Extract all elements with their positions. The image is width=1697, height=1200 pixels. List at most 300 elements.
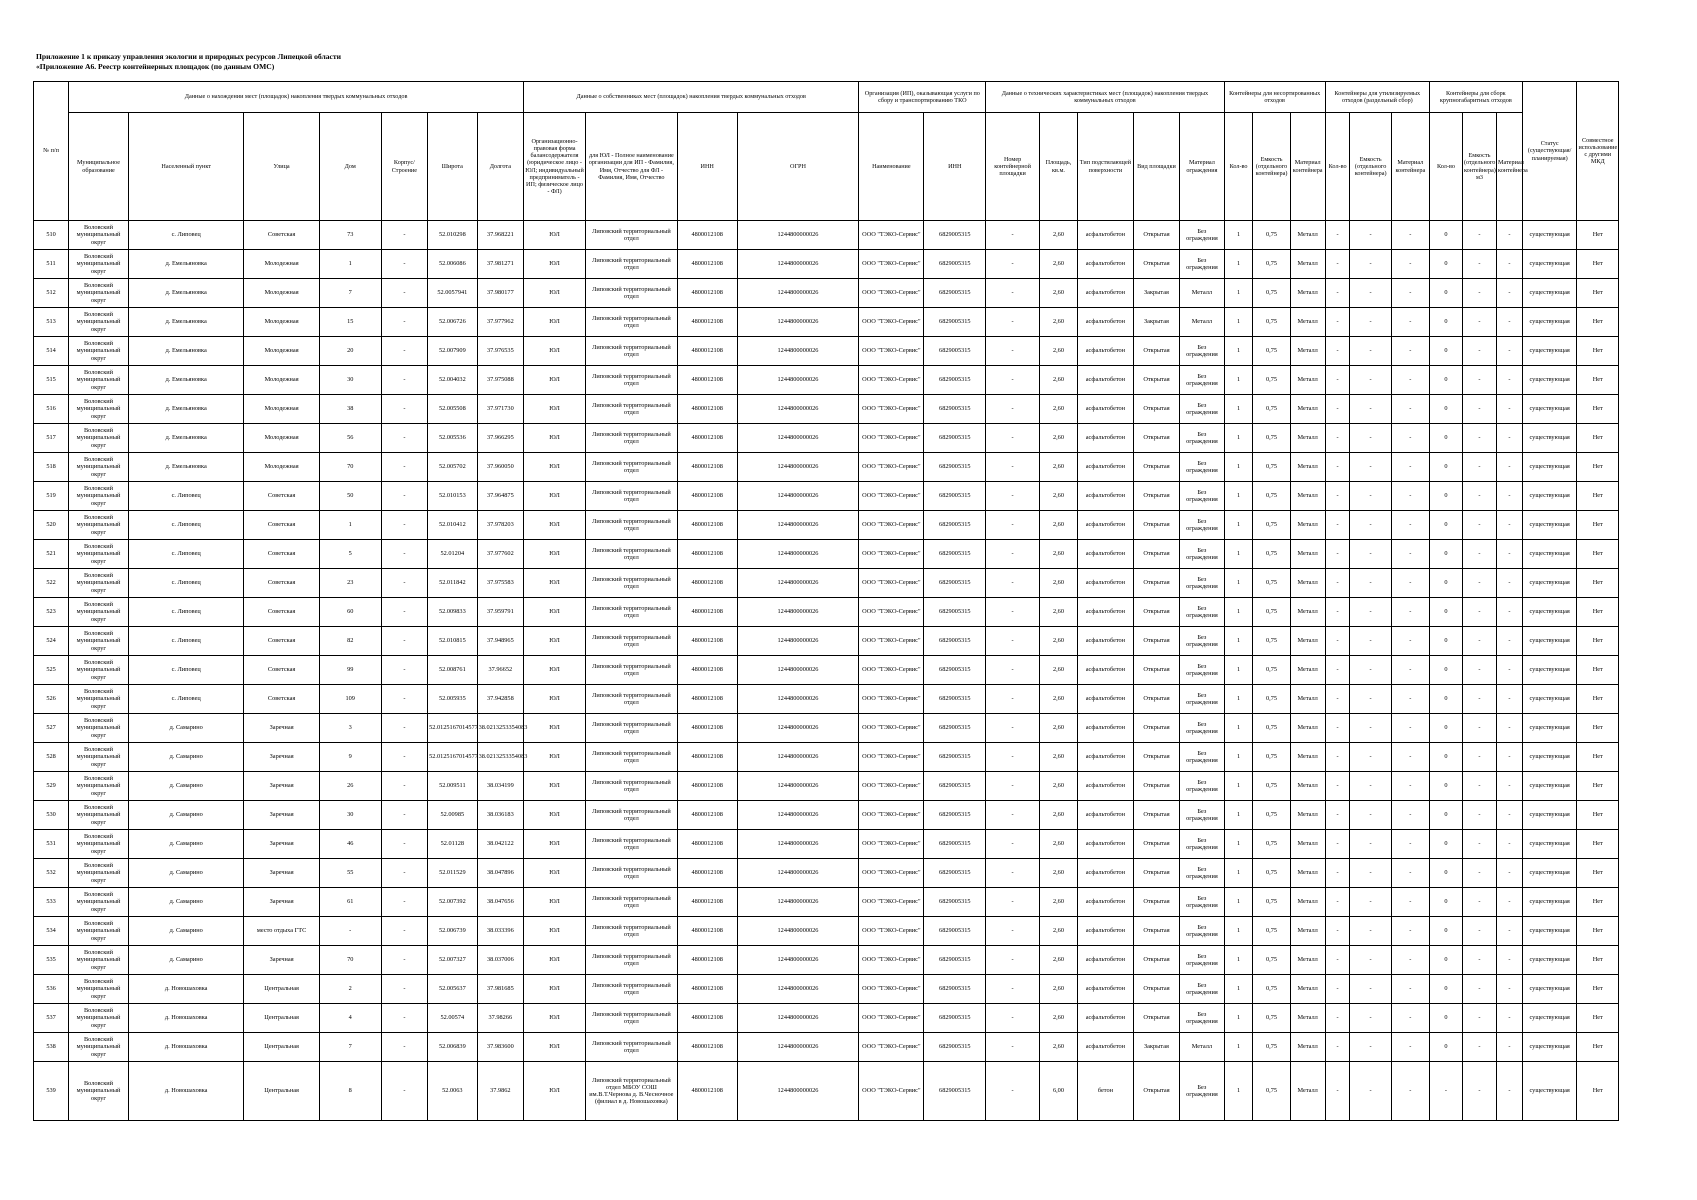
cell-street: Советская [244,598,319,627]
cell-area: 2,60 [1039,714,1077,743]
cell-separate-capacity: - [1350,917,1391,946]
table-row [34,743,1619,772]
cell-number: 526 [34,685,69,714]
table-row [34,453,1619,482]
cell-longitude: 37.975583 [477,569,523,598]
cell-shared: Нет [1577,772,1619,801]
cell-longitude: 37.981271 [477,250,523,279]
cell-unsorted-capacity: 0,75 [1253,482,1290,511]
cell-shared: Нет [1577,366,1619,395]
cell-number: 523 [34,598,69,627]
cell-street: Советская [244,627,319,656]
table-row [34,366,1619,395]
cell-unsorted-qty: 1 [1224,308,1253,337]
cell-site-type: Открытая [1133,511,1179,540]
cell-settlement: д. Самарино [128,946,244,975]
table-row [34,975,1619,1004]
col-header-longitude: Долгота [477,113,523,221]
cell-surface: асфальтобетон [1078,656,1134,685]
cell-building: - [381,1062,427,1121]
cell-settlement: д. Самарино [128,772,244,801]
cell-unsorted-capacity: 0,75 [1253,424,1290,453]
cell-building: - [381,424,427,453]
cell-separate-capacity: - [1350,569,1391,598]
cell-surface: асфальтобетон [1078,917,1134,946]
cell-site-type: Открытая [1133,888,1179,917]
cell-longitude: 37.971730 [477,395,523,424]
cell-site-type: Закрытая [1133,308,1179,337]
cell-area: 2,60 [1039,453,1077,482]
cell-bulky-capacity: - [1462,859,1496,888]
cell-owner-inn: 4800012108 [677,685,737,714]
cell-municipality: Воловский муниципальный округ [69,453,129,482]
cell-legal-form: ЮЛ [524,598,586,627]
cell-separate-capacity: - [1350,888,1391,917]
cell-separate-material: - [1391,511,1429,540]
cell-owner-ogrn: 1244800000026 [737,453,859,482]
cell-bulky-material: - [1497,1033,1523,1062]
cell-owner-name: Липовский территориальный отдел [585,801,677,830]
cell-owner-name: Липовский территориальный отдел [585,482,677,511]
cell-fence: Металл [1180,1033,1224,1062]
table-body [34,221,1619,1121]
cell-operator-inn: 6829005315 [924,743,986,772]
cell-number: 510 [34,221,69,250]
cell-latitude: 52.011529 [428,859,478,888]
cell-site-number: - [986,946,1040,975]
cell-area: 2,60 [1039,598,1077,627]
cell-owner-inn: 4800012108 [677,830,737,859]
cell-area: 2,60 [1039,801,1077,830]
cell-separate-qty: - [1325,714,1350,743]
cell-separate-material: - [1391,279,1429,308]
cell-bulky-qty: 0 [1429,395,1462,424]
col-header-site-number: Номер контейнерной площадки [986,113,1040,221]
cell-building: - [381,569,427,598]
cell-unsorted-material: Металл [1290,250,1325,279]
cell-site-number: - [986,482,1040,511]
cell-longitude: 38.047896 [477,859,523,888]
cell-number: 539 [34,1062,69,1121]
cell-settlement: с. Липовец [128,627,244,656]
header-line-2: «Приложение А6. Реестр контейнерных площадок (по данным ОМС) [36,62,275,71]
cell-owner-name: Липовский территориальный отдел [585,366,677,395]
cell-street: Советская [244,569,319,598]
cell-separate-material: - [1391,743,1429,772]
cell-municipality: Воловский муниципальный округ [69,540,129,569]
cell-shared: Нет [1577,801,1619,830]
cell-status: существующая [1522,308,1577,337]
cell-settlement: д. Емельяновка [128,395,244,424]
cell-operator-name: ООО "ТЭКО-Сервис" [859,859,924,888]
col-header-separate-capacity: Емкость (отдельного контейнера) [1350,113,1391,221]
cell-owner-inn: 4800012108 [677,569,737,598]
cell-separate-capacity: - [1350,656,1391,685]
cell-bulky-qty: 0 [1429,714,1462,743]
cell-shared: Нет [1577,888,1619,917]
cell-operator-name: ООО "ТЭКО-Сервис" [859,337,924,366]
cell-separate-capacity: - [1350,337,1391,366]
cell-status: существующая [1522,1004,1577,1033]
cell-status: существующая [1522,424,1577,453]
cell-fence: Без ограждения [1180,801,1224,830]
cell-building: - [381,395,427,424]
cell-settlement: д. Самарино [128,888,244,917]
cell-operator-name: ООО "ТЭКО-Сервис" [859,685,924,714]
table-row [34,917,1619,946]
cell-area: 2,60 [1039,772,1077,801]
cell-unsorted-qty: 1 [1224,453,1253,482]
cell-bulky-capacity: - [1462,627,1496,656]
cell-separate-capacity: - [1350,685,1391,714]
cell-number: 521 [34,540,69,569]
table-row [34,598,1619,627]
cell-bulky-capacity: - [1462,569,1496,598]
cell-operator-name: ООО "ТЭКО-Сервис" [859,743,924,772]
table-row [34,685,1619,714]
cell-number: 512 [34,279,69,308]
cell-owner-ogrn: 1244800000026 [737,888,859,917]
cell-surface: асфальтобетон [1078,685,1134,714]
cell-legal-form: ЮЛ [524,801,586,830]
cell-longitude: 37.96652 [477,656,523,685]
cell-municipality: Воловский муниципальный округ [69,424,129,453]
cell-municipality: Воловский муниципальный округ [69,656,129,685]
cell-unsorted-qty: 1 [1224,627,1253,656]
cell-site-type: Открытая [1133,714,1179,743]
cell-street: Молодежная [244,395,319,424]
col-header-separate-qty: Кол-во [1325,113,1350,221]
table-row [34,424,1619,453]
cell-house: 30 [319,366,381,395]
cell-number: 514 [34,337,69,366]
cell-owner-name: Липовский территориальный отдел [585,975,677,1004]
cell-latitude: 52.010412 [428,511,478,540]
cell-separate-material: - [1391,1062,1429,1121]
cell-operator-name: ООО "ТЭКО-Сервис" [859,598,924,627]
cell-separate-qty: - [1325,656,1350,685]
cell-municipality: Воловский муниципальный округ [69,337,129,366]
col-header-bulky-qty: Кол-во [1429,113,1462,221]
cell-surface: асфальтобетон [1078,366,1134,395]
cell-street: Молодежная [244,424,319,453]
cell-bulky-material: - [1497,250,1523,279]
cell-owner-name: Липовский территориальный отдел [585,685,677,714]
cell-shared: Нет [1577,308,1619,337]
cell-house: 4 [319,1004,381,1033]
cell-municipality: Воловский муниципальный округ [69,714,129,743]
cell-unsorted-capacity: 0,75 [1253,511,1290,540]
cell-bulky-capacity: - [1462,685,1496,714]
cell-shared: Нет [1577,627,1619,656]
cell-operator-name: ООО "ТЭКО-Сервис" [859,1033,924,1062]
cell-legal-form: ЮЛ [524,714,586,743]
cell-house: 2 [319,975,381,1004]
cell-bulky-capacity: - [1462,395,1496,424]
cell-legal-form: ЮЛ [524,540,586,569]
cell-number: 532 [34,859,69,888]
cell-separate-capacity: - [1350,801,1391,830]
cell-settlement: д. Самарино [128,801,244,830]
cell-separate-material: - [1391,627,1429,656]
cell-unsorted-material: Металл [1290,511,1325,540]
cell-site-number: - [986,1033,1040,1062]
cell-fence: Без ограждения [1180,424,1224,453]
cell-separate-qty: - [1325,221,1350,250]
cell-status: существующая [1522,395,1577,424]
cell-owner-name: Липовский территориальный отдел [585,598,677,627]
cell-area: 2,60 [1039,366,1077,395]
cell-owner-name: Липовский территориальный отдел [585,221,677,250]
cell-area: 2,60 [1039,685,1077,714]
table-row [34,1033,1619,1062]
cell-operator-inn: 6829005315 [924,685,986,714]
cell-separate-material: - [1391,975,1429,1004]
cell-longitude: 37.981685 [477,975,523,1004]
cell-site-number: - [986,627,1040,656]
cell-bulky-capacity: - [1462,279,1496,308]
cell-separate-qty: - [1325,801,1350,830]
cell-surface: асфальтобетон [1078,337,1134,366]
cell-separate-material: - [1391,250,1429,279]
cell-unsorted-material: Металл [1290,598,1325,627]
document-header [36,52,341,72]
cell-settlement: д. Емельяновка [128,250,244,279]
cell-number: 531 [34,830,69,859]
cell-bulky-qty: 0 [1429,772,1462,801]
cell-owner-name: Липовский территориальный отдел [585,743,677,772]
cell-separate-material: - [1391,366,1429,395]
cell-bulky-capacity: - [1462,482,1496,511]
cell-site-type: Открытая [1133,453,1179,482]
cell-area: 2,60 [1039,395,1077,424]
group-header-separate-containers: Контейнеры для утилизируемых отходов (раздельный сбор) [1325,82,1429,113]
cell-surface: асфальтобетон [1078,743,1134,772]
cell-bulky-material: - [1497,627,1523,656]
cell-street: Заречная [244,946,319,975]
cell-unsorted-qty: 1 [1224,975,1253,1004]
table-row [34,279,1619,308]
cell-bulky-capacity: - [1462,975,1496,1004]
cell-street: Советская [244,540,319,569]
cell-operator-name: ООО "ТЭКО-Сервис" [859,540,924,569]
cell-separate-capacity: - [1350,424,1391,453]
cell-owner-ogrn: 1244800000026 [737,279,859,308]
cell-separate-material: - [1391,801,1429,830]
cell-separate-capacity: - [1350,540,1391,569]
cell-separate-capacity: - [1350,1004,1391,1033]
cell-site-type: Открытая [1133,337,1179,366]
cell-separate-qty: - [1325,424,1350,453]
cell-bulky-capacity: - [1462,656,1496,685]
cell-house: 1 [319,511,381,540]
cell-site-number: - [986,366,1040,395]
cell-longitude: 37.942858 [477,685,523,714]
cell-owner-name: Липовский территориальный отдел [585,859,677,888]
cell-fence: Без ограждения [1180,859,1224,888]
cell-owner-name: Липовский территориальный отдел [585,395,677,424]
cell-bulky-qty: 0 [1429,946,1462,975]
cell-owner-inn: 4800012108 [677,221,737,250]
col-header-operator-inn: ИНН [924,113,986,221]
cell-owner-ogrn: 1244800000026 [737,743,859,772]
cell-site-type: Открытая [1133,221,1179,250]
cell-unsorted-qty: 1 [1224,482,1253,511]
cell-building: - [381,975,427,1004]
cell-unsorted-capacity: 0,75 [1253,627,1290,656]
cell-operator-name: ООО "ТЭКО-Сервис" [859,656,924,685]
cell-street: Заречная [244,772,319,801]
cell-shared: Нет [1577,424,1619,453]
cell-area: 2,60 [1039,975,1077,1004]
cell-street: Советская [244,482,319,511]
cell-operator-name: ООО "ТЭКО-Сервис" [859,366,924,395]
cell-operator-name: ООО "ТЭКО-Сервис" [859,221,924,250]
cell-area: 2,60 [1039,888,1077,917]
cell-longitude: 38.0213253354083 [477,714,523,743]
cell-legal-form: ЮЛ [524,308,586,337]
cell-settlement: д. Емельяновка [128,279,244,308]
cell-number: 538 [34,1033,69,1062]
cell-separate-qty: - [1325,1033,1350,1062]
cell-separate-qty: - [1325,598,1350,627]
cell-shared: Нет [1577,221,1619,250]
cell-municipality: Воловский муниципальный округ [69,511,129,540]
cell-operator-name: ООО "ТЭКО-Сервис" [859,830,924,859]
cell-bulky-qty: 0 [1429,453,1462,482]
cell-status: существующая [1522,366,1577,395]
cell-site-number: - [986,221,1040,250]
table-row [34,511,1619,540]
cell-bulky-qty: 0 [1429,511,1462,540]
cell-unsorted-capacity: 0,75 [1253,1004,1290,1033]
cell-site-number: - [986,714,1040,743]
cell-owner-inn: 4800012108 [677,859,737,888]
cell-latitude: 52.011842 [428,569,478,598]
cell-operator-inn: 6829005315 [924,424,986,453]
cell-site-number: - [986,279,1040,308]
cell-settlement: д. Емельяновка [128,337,244,366]
cell-unsorted-capacity: 0,75 [1253,308,1290,337]
cell-bulky-material: - [1497,279,1523,308]
cell-site-type: Открытая [1133,685,1179,714]
cell-owner-name: Липовский территориальный отдел [585,308,677,337]
cell-site-type: Открытая [1133,540,1179,569]
cell-separate-qty: - [1325,540,1350,569]
cell-shared: Нет [1577,714,1619,743]
group-header-unsorted-containers: Контейнеры для несортированных отходов [1224,82,1325,113]
cell-area: 2,60 [1039,540,1077,569]
cell-longitude: 37.976535 [477,337,523,366]
cell-owner-ogrn: 1244800000026 [737,424,859,453]
cell-bulky-material: - [1497,772,1523,801]
cell-site-number: - [986,395,1040,424]
cell-separate-capacity: - [1350,946,1391,975]
cell-unsorted-material: Металл [1290,801,1325,830]
cell-bulky-capacity: - [1462,598,1496,627]
cell-unsorted-material: Металл [1290,743,1325,772]
cell-owner-ogrn: 1244800000026 [737,685,859,714]
cell-building: - [381,453,427,482]
cell-building: - [381,714,427,743]
cell-settlement: д. Емельяновка [128,308,244,337]
cell-surface: бетон [1078,1062,1134,1121]
cell-unsorted-qty: 1 [1224,888,1253,917]
cell-separate-material: - [1391,888,1429,917]
cell-house: 3 [319,714,381,743]
cell-surface: асфальтобетон [1078,424,1134,453]
cell-number: 522 [34,569,69,598]
cell-municipality: Воловский муниципальный округ [69,917,129,946]
cell-separate-qty: - [1325,917,1350,946]
cell-bulky-qty: - [1429,1062,1462,1121]
cell-bulky-qty: 0 [1429,221,1462,250]
cell-building: - [381,250,427,279]
cell-bulky-qty: 0 [1429,569,1462,598]
cell-separate-qty: - [1325,830,1350,859]
cell-settlement: с. Липовец [128,569,244,598]
cell-bulky-material: - [1497,1062,1523,1121]
cell-operator-inn: 6829005315 [924,1004,986,1033]
cell-site-type: Открытая [1133,946,1179,975]
cell-unsorted-qty: 1 [1224,743,1253,772]
cell-owner-ogrn: 1244800000026 [737,337,859,366]
cell-fence: Без ограждения [1180,598,1224,627]
cell-owner-ogrn: 1244800000026 [737,482,859,511]
cell-status: существующая [1522,569,1577,598]
col-header-building: Корпус/Строение [381,113,427,221]
cell-area: 2,60 [1039,511,1077,540]
cell-unsorted-capacity: 0,75 [1253,801,1290,830]
cell-settlement: д. Емельяновка [128,424,244,453]
cell-street: Молодежная [244,366,319,395]
cell-bulky-qty: 0 [1429,598,1462,627]
cell-legal-form: ЮЛ [524,279,586,308]
cell-legal-form: ЮЛ [524,772,586,801]
cell-site-number: - [986,308,1040,337]
cell-latitude: 52.00985 [428,801,478,830]
cell-unsorted-capacity: 0,75 [1253,453,1290,482]
cell-shared: Нет [1577,337,1619,366]
cell-owner-ogrn: 1244800000026 [737,308,859,337]
cell-status: существующая [1522,1033,1577,1062]
cell-separate-material: - [1391,1004,1429,1033]
cell-bulky-qty: 0 [1429,1033,1462,1062]
cell-shared: Нет [1577,569,1619,598]
table-row [34,308,1619,337]
cell-separate-capacity: - [1350,598,1391,627]
cell-site-type: Закрытая [1133,279,1179,308]
cell-area: 2,60 [1039,946,1077,975]
cell-operator-inn: 6829005315 [924,917,986,946]
cell-house: 50 [319,482,381,511]
cell-status: существующая [1522,888,1577,917]
cell-unsorted-material: Металл [1290,1004,1325,1033]
cell-unsorted-qty: 1 [1224,569,1253,598]
cell-house: 26 [319,772,381,801]
cell-operator-inn: 6829005315 [924,772,986,801]
cell-separate-qty: - [1325,482,1350,511]
cell-bulky-capacity: - [1462,366,1496,395]
cell-unsorted-capacity: 0,75 [1253,221,1290,250]
cell-fence: Без ограждения [1180,714,1224,743]
cell-unsorted-capacity: 0,75 [1253,1033,1290,1062]
cell-surface: асфальтобетон [1078,946,1134,975]
cell-shared: Нет [1577,946,1619,975]
cell-area: 6,00 [1039,1062,1077,1121]
cell-legal-form: ЮЛ [524,627,586,656]
cell-bulky-material: - [1497,975,1523,1004]
